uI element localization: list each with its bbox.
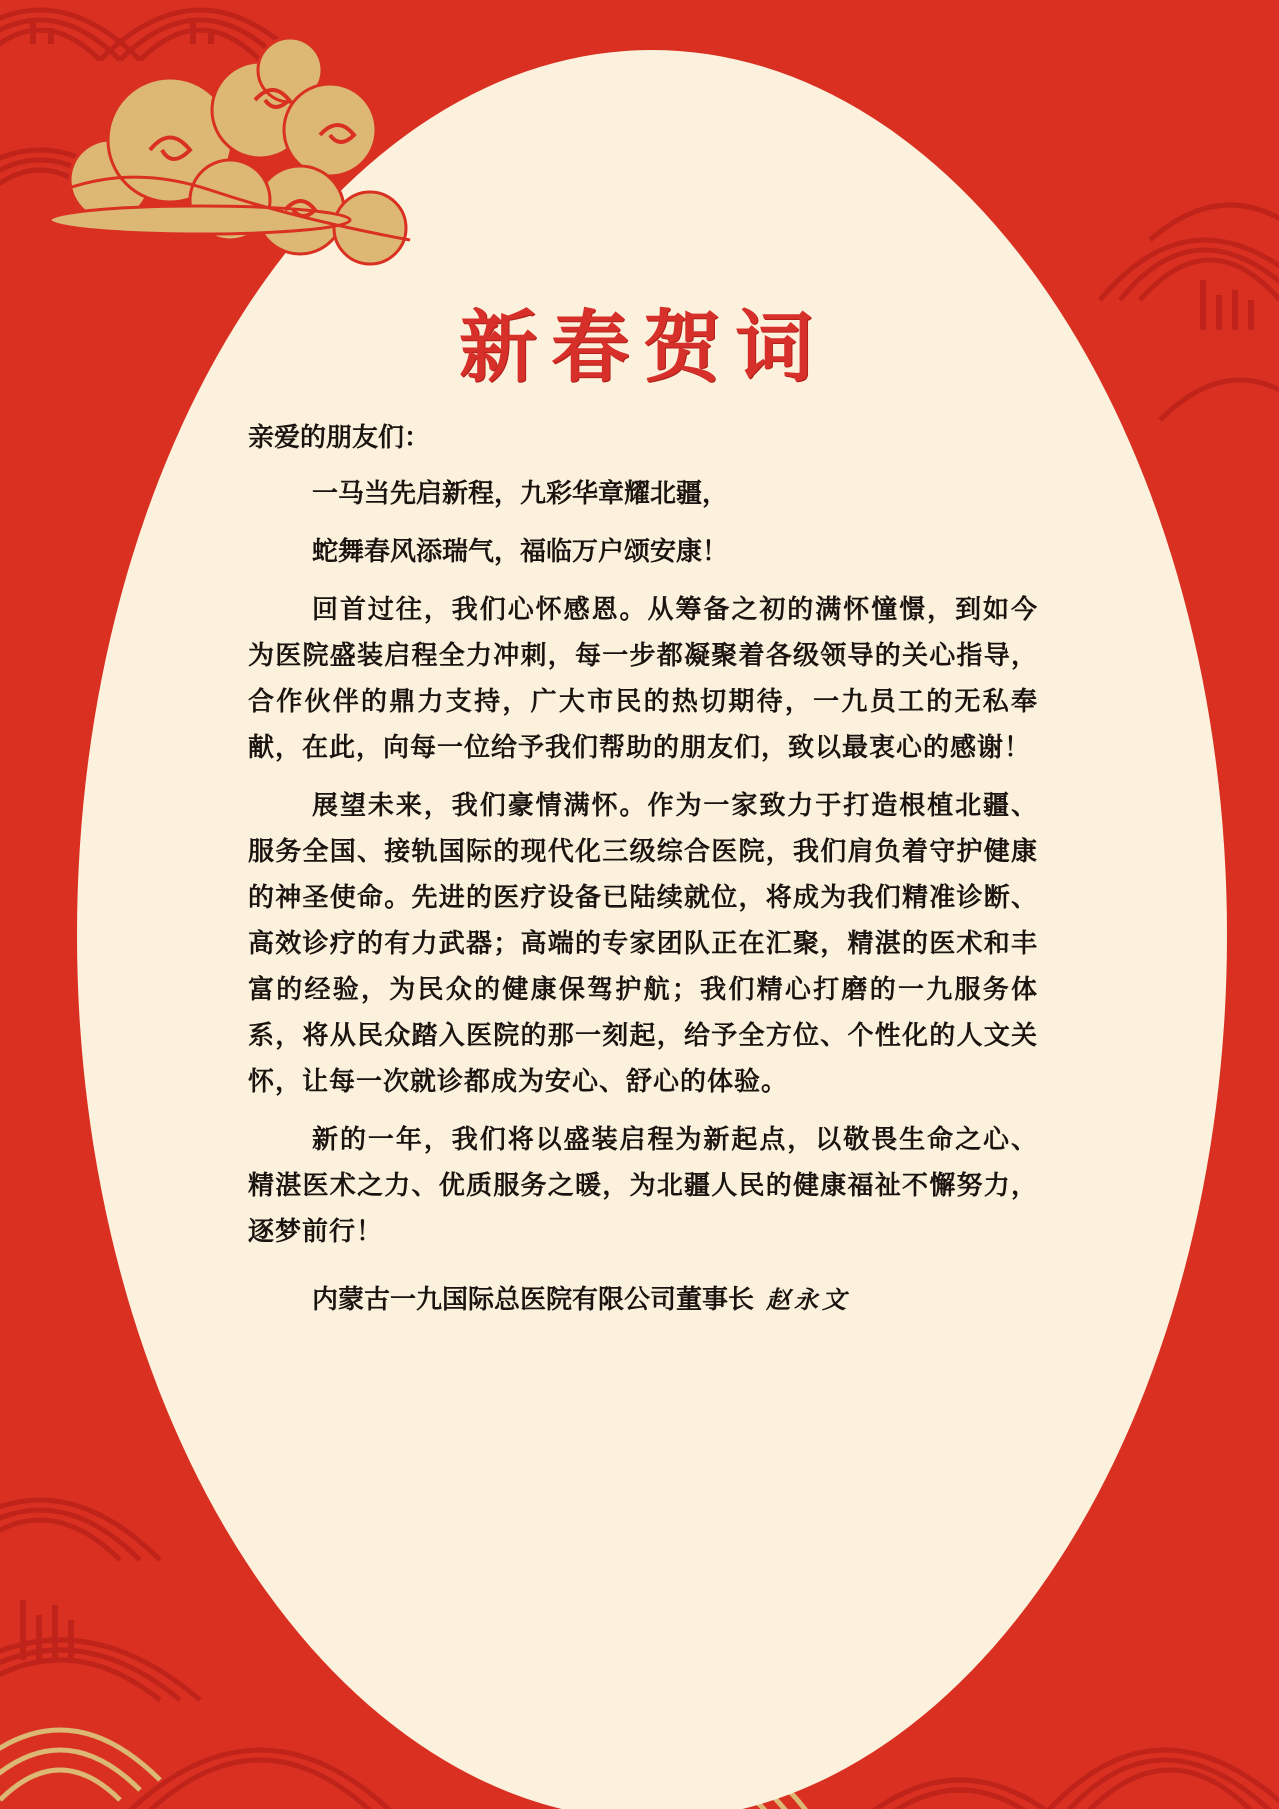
letter-body	[248, 415, 1038, 1323]
paragraph-outlook: 展望未来，我们豪情满怀。作为一家致力于打造根植北疆、服务全国、接轨国际的现代化三级综合医院，我们肩负着守护健康的神圣使命。先进的医疗设备已陆续就位，将成为我们精准诊断、高效诊疗的有力武器；高端的专家团队正在汇聚，精湛的医术和丰富的经验，为民众的健康保驾护航；我们精心打磨的一九服务体系，将从民众踏入医院的那一刻起，给予全方位、个性化的人文关怀，让每一次就诊都成为安心、舒心的体验。	[248, 791, 1038, 1097]
poem-line-1: 一马当先启新程，九彩华章耀北疆，	[312, 479, 729, 509]
paragraph-new-year: 新的一年，我们将以盛装启程为新起点，以敬畏生命之心、精湛医术之力、优质服务之暖，为北疆人民的健康福祉不懈努力，逐梦前行！	[248, 1125, 1038, 1247]
signoff-line	[248, 1277, 1038, 1323]
signoff-organization: 内蒙古一九国际总医院有限公司董事长	[312, 1285, 755, 1315]
poem-line-2: 蛇舞春风添瑞气，福临万户颂安康！	[312, 537, 729, 567]
letter-content	[248, 285, 1038, 1585]
paragraph-gratitude: 回首过往，我们心怀感恩。从筹备之初的满怀憧憬，到如今为医院盛装启程全力冲刺，每一步都凝聚着各级领导的关心指导，合作伙伴的鼎力支持，广大市民的热切期待，一九员工的无私奉献，在此，向每一位给予我们帮助的朋友们，致以最衷心的感谢！	[248, 595, 1038, 763]
greeting-line: 亲爱的朋友们：	[248, 423, 431, 453]
page-title: 新春贺词	[458, 302, 827, 393]
signoff-signature: 赵永文	[766, 1285, 851, 1314]
